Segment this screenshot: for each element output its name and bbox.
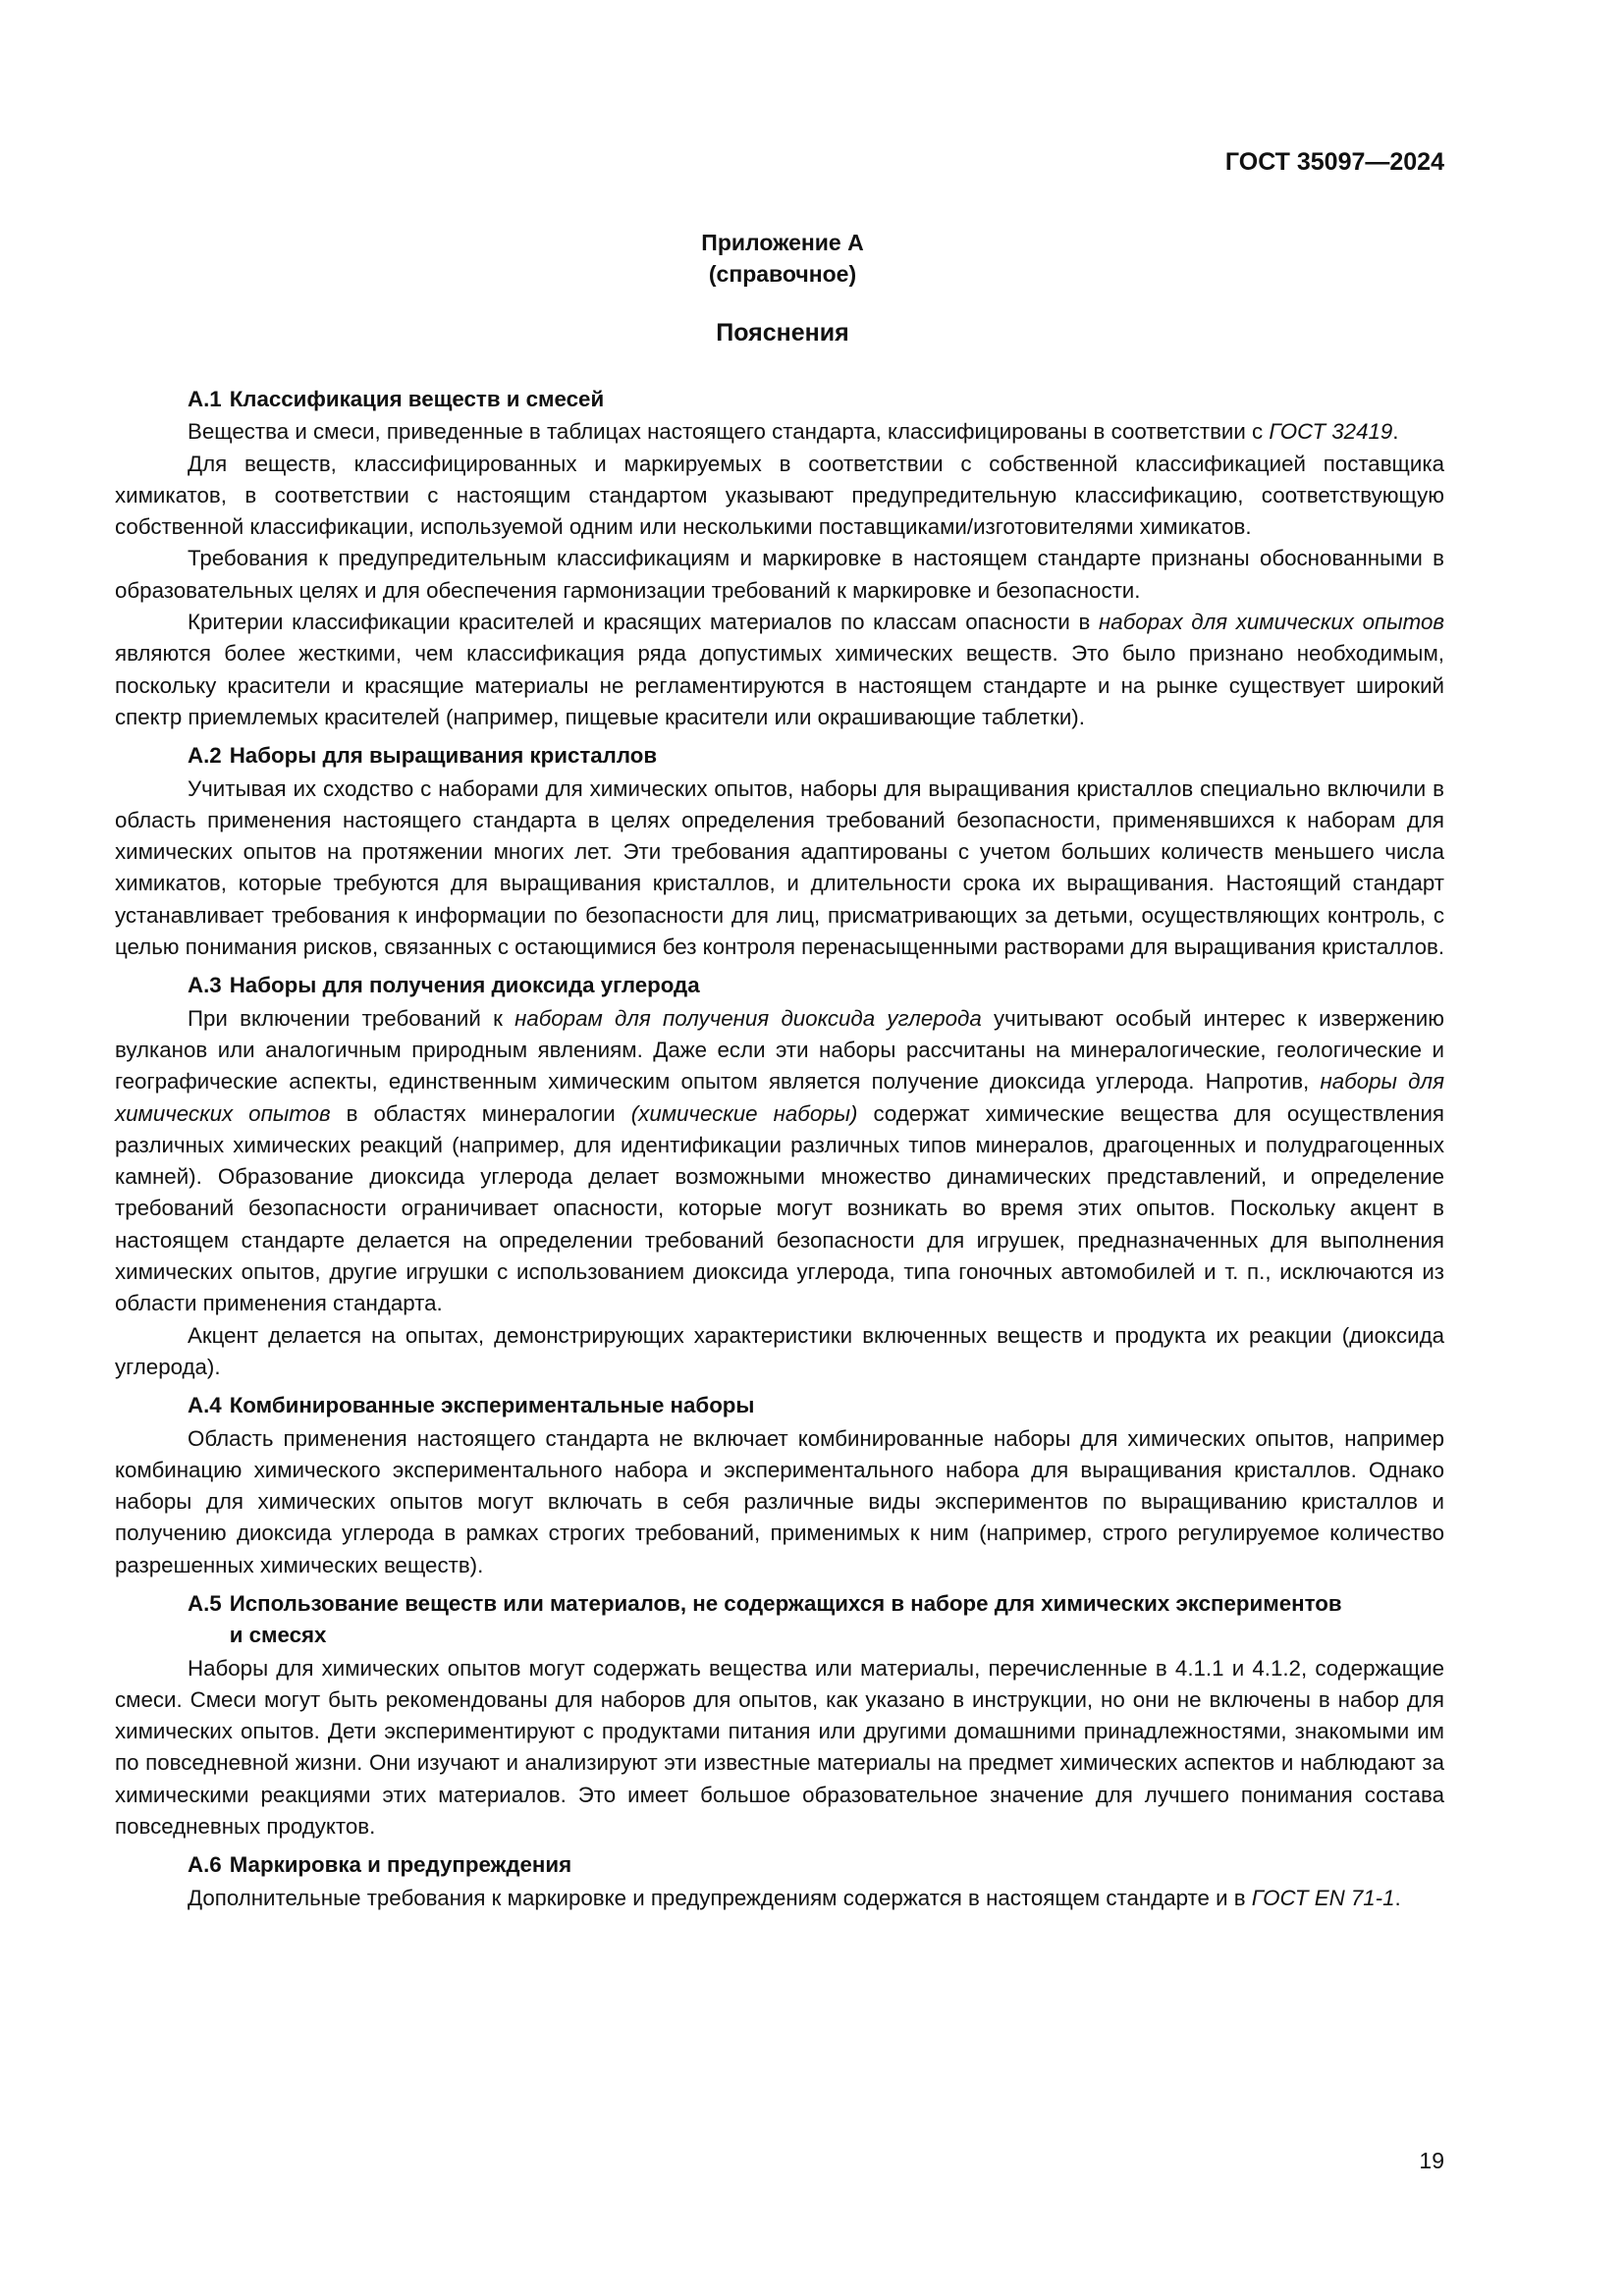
section-number: А.1 <box>188 387 222 411</box>
paragraph: Акцент делается на опытах, демонстрирующих характеристики включенных веществ и продукта их реакции (диоксида углерода). <box>115 1322 1444 1379</box>
paragraph: При включении требований к наборам для получения диоксида углерода учитывают особый интерес к извержению вулканов или аналогичным природным явлениям. Даже если эти наборы рассчитаны на минералогические, геологические и географические аспекты, единственным химическим опытом является получение диоксида углерода. Напротив, наборы для химических опытов в областях минералогии (химические наборы) содержат химические вещества для осуществления различных химических реакций (например, для идентификации различных типов минералов, драгоценных и полудрагоценных камней). Образование диоксида углерода делает возможными множество динамических представлений, и определение требований безопасности ограничивает опасности, которые могут возникать во время этих опытов. Поскольку акцент в настоящем стандарте делается на определении требований безопасности для игрушек, предназначенных для выполнения химических опытов, другие игрушки с использованием диоксида углерода, типа гоночных автомобилей и т. п., исключаются из области применения стандарта. <box>115 1005 1444 1316</box>
standard-number: ГОСТ 35097—2024 <box>1224 148 1444 176</box>
section-heading <box>115 970 1444 1001</box>
section-title: Классификация веществ и смесей <box>229 387 605 411</box>
paragraph: Критерии классификации красителей и красящих материалов по классам опасности в наборах для химических опытов являются более жесткими, чем классификация ряда допустимых химических веществ. Это было признано необходимым, поскольку красители и красящие материалы не регламентируются в настоящем стандарте и на рынке существует широкий спектр приемлемых красителей (например, пищевые красители или окрашивающие таблетки). <box>115 610 1445 729</box>
section-heading <box>115 1849 1444 1881</box>
section-number: А.4 <box>188 1393 222 1418</box>
section-heading <box>115 740 1444 772</box>
page-heading: Пояснения <box>716 319 849 347</box>
section <box>115 970 1444 1383</box>
annex-title: Приложение А <box>701 230 864 255</box>
section-heading <box>115 1390 1444 1421</box>
document-body <box>115 384 1444 1914</box>
section-number: А.2 <box>188 743 222 769</box>
paragraph: Дополнительные требования к маркировке и предупреждениям содержатся в настоящем стандарте и в ГОСТ EN 71-1. <box>188 1885 1401 1910</box>
section-number: А.3 <box>188 973 222 998</box>
paragraph: Учитывая их сходство с наборами для химических опытов, наборы для выращивания кристаллов специально включили в область применения настоящего стандарта в целях определения требований безопасности, применявшихся к наборам для химических опытов на протяжении многих лет. Эти требования адаптированы с учетом больших количеств меньшего числа химикатов, которые требуются для выращивания кристаллов, и длительности срока их выращивания. Настоящий стандарт устанавливает требования к информации по безопасности для лиц, присматривающих за детьми, осуществляющих контроль, с целью понимания рисков, связанных с остающимися без контроля перенасыщенными растворами для выращивания кристаллов. <box>115 775 1445 960</box>
section-heading <box>115 1588 1444 1652</box>
section <box>115 1849 1444 1914</box>
section-number: А.6 <box>188 1852 222 1878</box>
paragraph: Область применения настоящего стандарта не включает комбинированные наборы для химических опытов, например комбинацию химического экспериментального набора и экспериментального набора для выращивания кристаллов. Однако наборы для химических опытов могут включать в себя различные виды экспериментов по выращиванию кристаллов и получению диоксида углерода в рамках строгих требований, применимых к ним (например, строго регулируемое количество разрешенных химических веществ). <box>115 1425 1444 1577</box>
section-heading <box>115 384 1444 415</box>
section-title: Использование веществ или материалов, не содержащихся в наборе для химических экспериментов и смесях <box>229 1590 1342 1648</box>
section-title: Маркировка и предупреждения <box>229 1852 572 1878</box>
section <box>115 1390 1444 1581</box>
paragraph: Наборы для химических опытов могут содержать вещества или материалы, перечисленные в 4.1.1 и 4.1.2, содержащие смеси. Смеси могут быть рекомендованы для наборов для опытов, как указано в инструкции, но они не включены в набор для химических опытов. Дети экспериментируют с продуктами питания или другими домашними принадлежностями, знакомыми им по повседневной жизни. Они изучают и анализируют эти известные материалы на предмет химических аспектов и наблюдают за химическими реакциями этих материалов. Это имеет большое образовательное значение для лучшего понимания состава повседневных продуктов. <box>115 1655 1444 1840</box>
section-number: А.5 <box>188 1590 222 1616</box>
page-number: 19 <box>1419 2148 1444 2173</box>
paragraph: Вещества и смеси, приведенные в таблицах настоящего стандарта, классифицированы в соответствии с ГОСТ 32419. <box>188 419 1399 445</box>
section-title: Наборы для выращивания кристаллов <box>229 743 658 769</box>
section-title: Комбинированные экспериментальные наборы <box>229 1393 755 1418</box>
paragraph: Для веществ, классифицированных и маркируемых в соответствии с собственной классификацией поставщика химикатов, в соответствии с настоящим стандартом указывают предупредительную классификацию, соответствующую собственной классификации, используемой одним или несколькими поставщиками/изготовителями химикатов. <box>115 451 1444 540</box>
section <box>115 384 1444 733</box>
paragraph: Требования к предупредительным классификациям и маркировке в настоящем стандарте признаны обоснованными в образовательных целях и для обеспечения гармонизации требований к маркировке и безопасности. <box>115 546 1444 603</box>
annex-label <box>0 227 1565 290</box>
section <box>115 740 1444 963</box>
section <box>115 1588 1444 1842</box>
annex-subtitle: (справочное) <box>708 261 857 287</box>
section-title: Наборы для получения диоксида углерода <box>229 973 700 998</box>
